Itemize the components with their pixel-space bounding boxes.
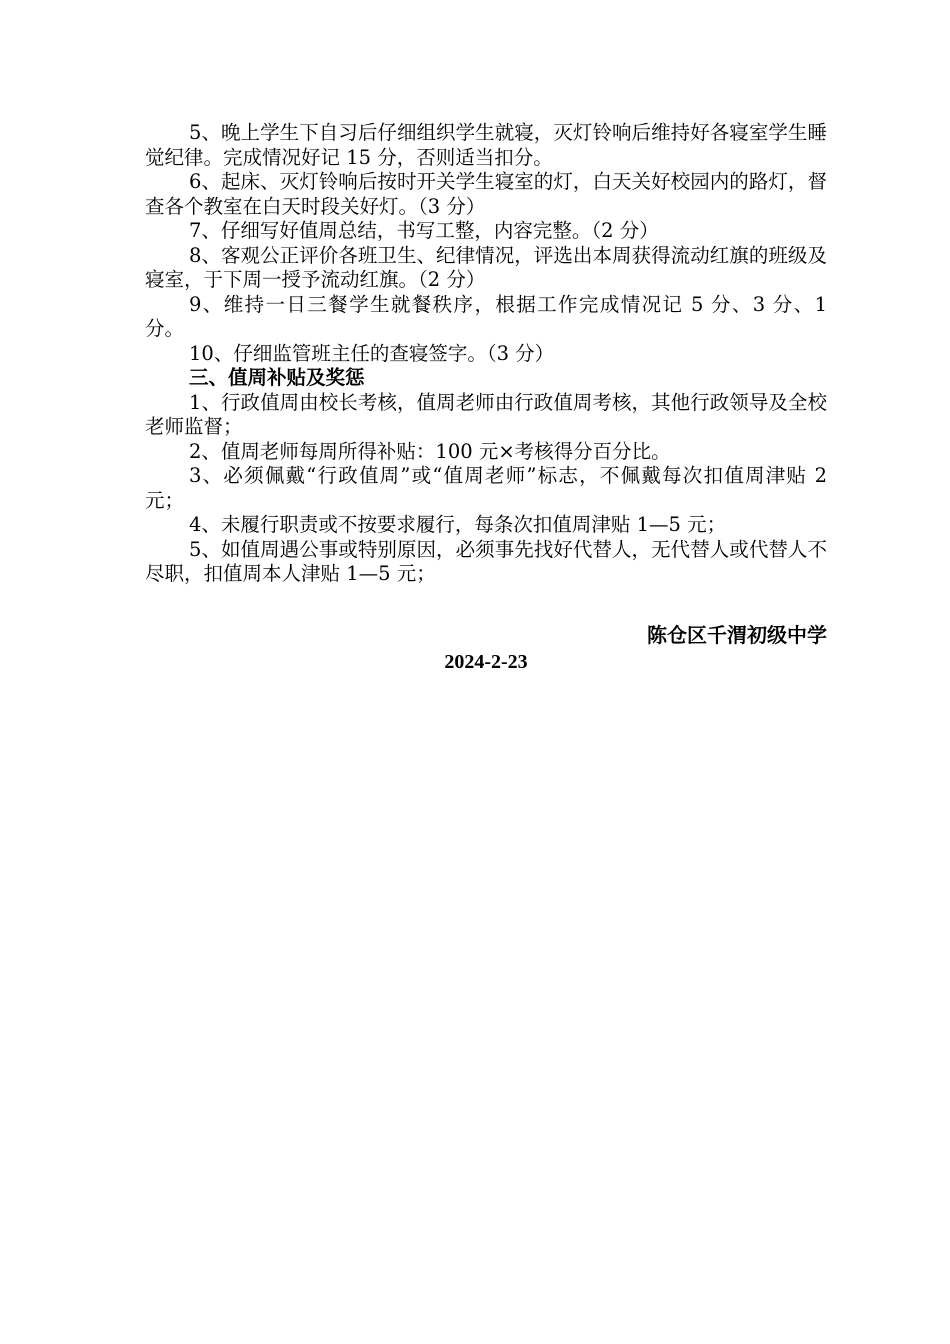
signature-school-name: 陈仓区千渭初级中学 — [647, 623, 827, 647]
duty-item-8: 8、客观公正评价各班卫生、纪律情况，评选出本周获得流动红旗的班级及寝室，于下周一授予流动红旗。（2 分） — [145, 243, 827, 291]
subsidy-item-1: 1、行政值周由校长考核，值周老师由行政值周考核，其他行政领导及全校老师监督； — [145, 390, 827, 438]
duty-item-6: 6、起床、灭灯铃响后按时开关学生寝室的灯，白天关好校园内的路灯，督查各个教室在白天时段关好灯。（3 分） — [145, 170, 827, 218]
subsidy-item-3: 3、必须佩戴“行政值周”或“值周老师”标志，不佩戴每次扣值周津贴 2 元； — [145, 464, 827, 512]
subsidy-item-4: 4、未履行职责或不按要求履行，每条次扣值周津贴 1—5 元； — [189, 513, 727, 536]
duty-item-7: 7、仔细写好值周总结，书写工整，内容完整。（2 分） — [189, 219, 659, 242]
signature-date: 2024-2-23 — [444, 651, 528, 673]
document-body — [145, 121, 827, 587]
duty-item-10: 10、仔细监管班主任的查寝签字。（3 分） — [189, 341, 555, 365]
subsidy-item-5: 5、如值周遇公事或特别原因，必须事先找好代替人，无代替人或代替人不尽职，扣值周本人津贴 1—5 元； — [145, 537, 827, 585]
duty-item-9: 9、维持一日三餐学生就餐秩序，根据工作完成情况记 5 分、3 分、1 分。 — [145, 292, 827, 340]
duty-item-5: 5、晚上学生下自习后仔细组织学生就寝，灭灯铃响后维持好各寝室学生睡觉纪律。完成情况好记 15 分，否则适当扣分。 — [145, 121, 827, 169]
subsidy-item-2: 2、值周老师每周所得补贴：100 元×考核得分百分比。 — [189, 439, 671, 463]
section-heading: 三、值周补贴及奖惩 — [189, 366, 365, 389]
